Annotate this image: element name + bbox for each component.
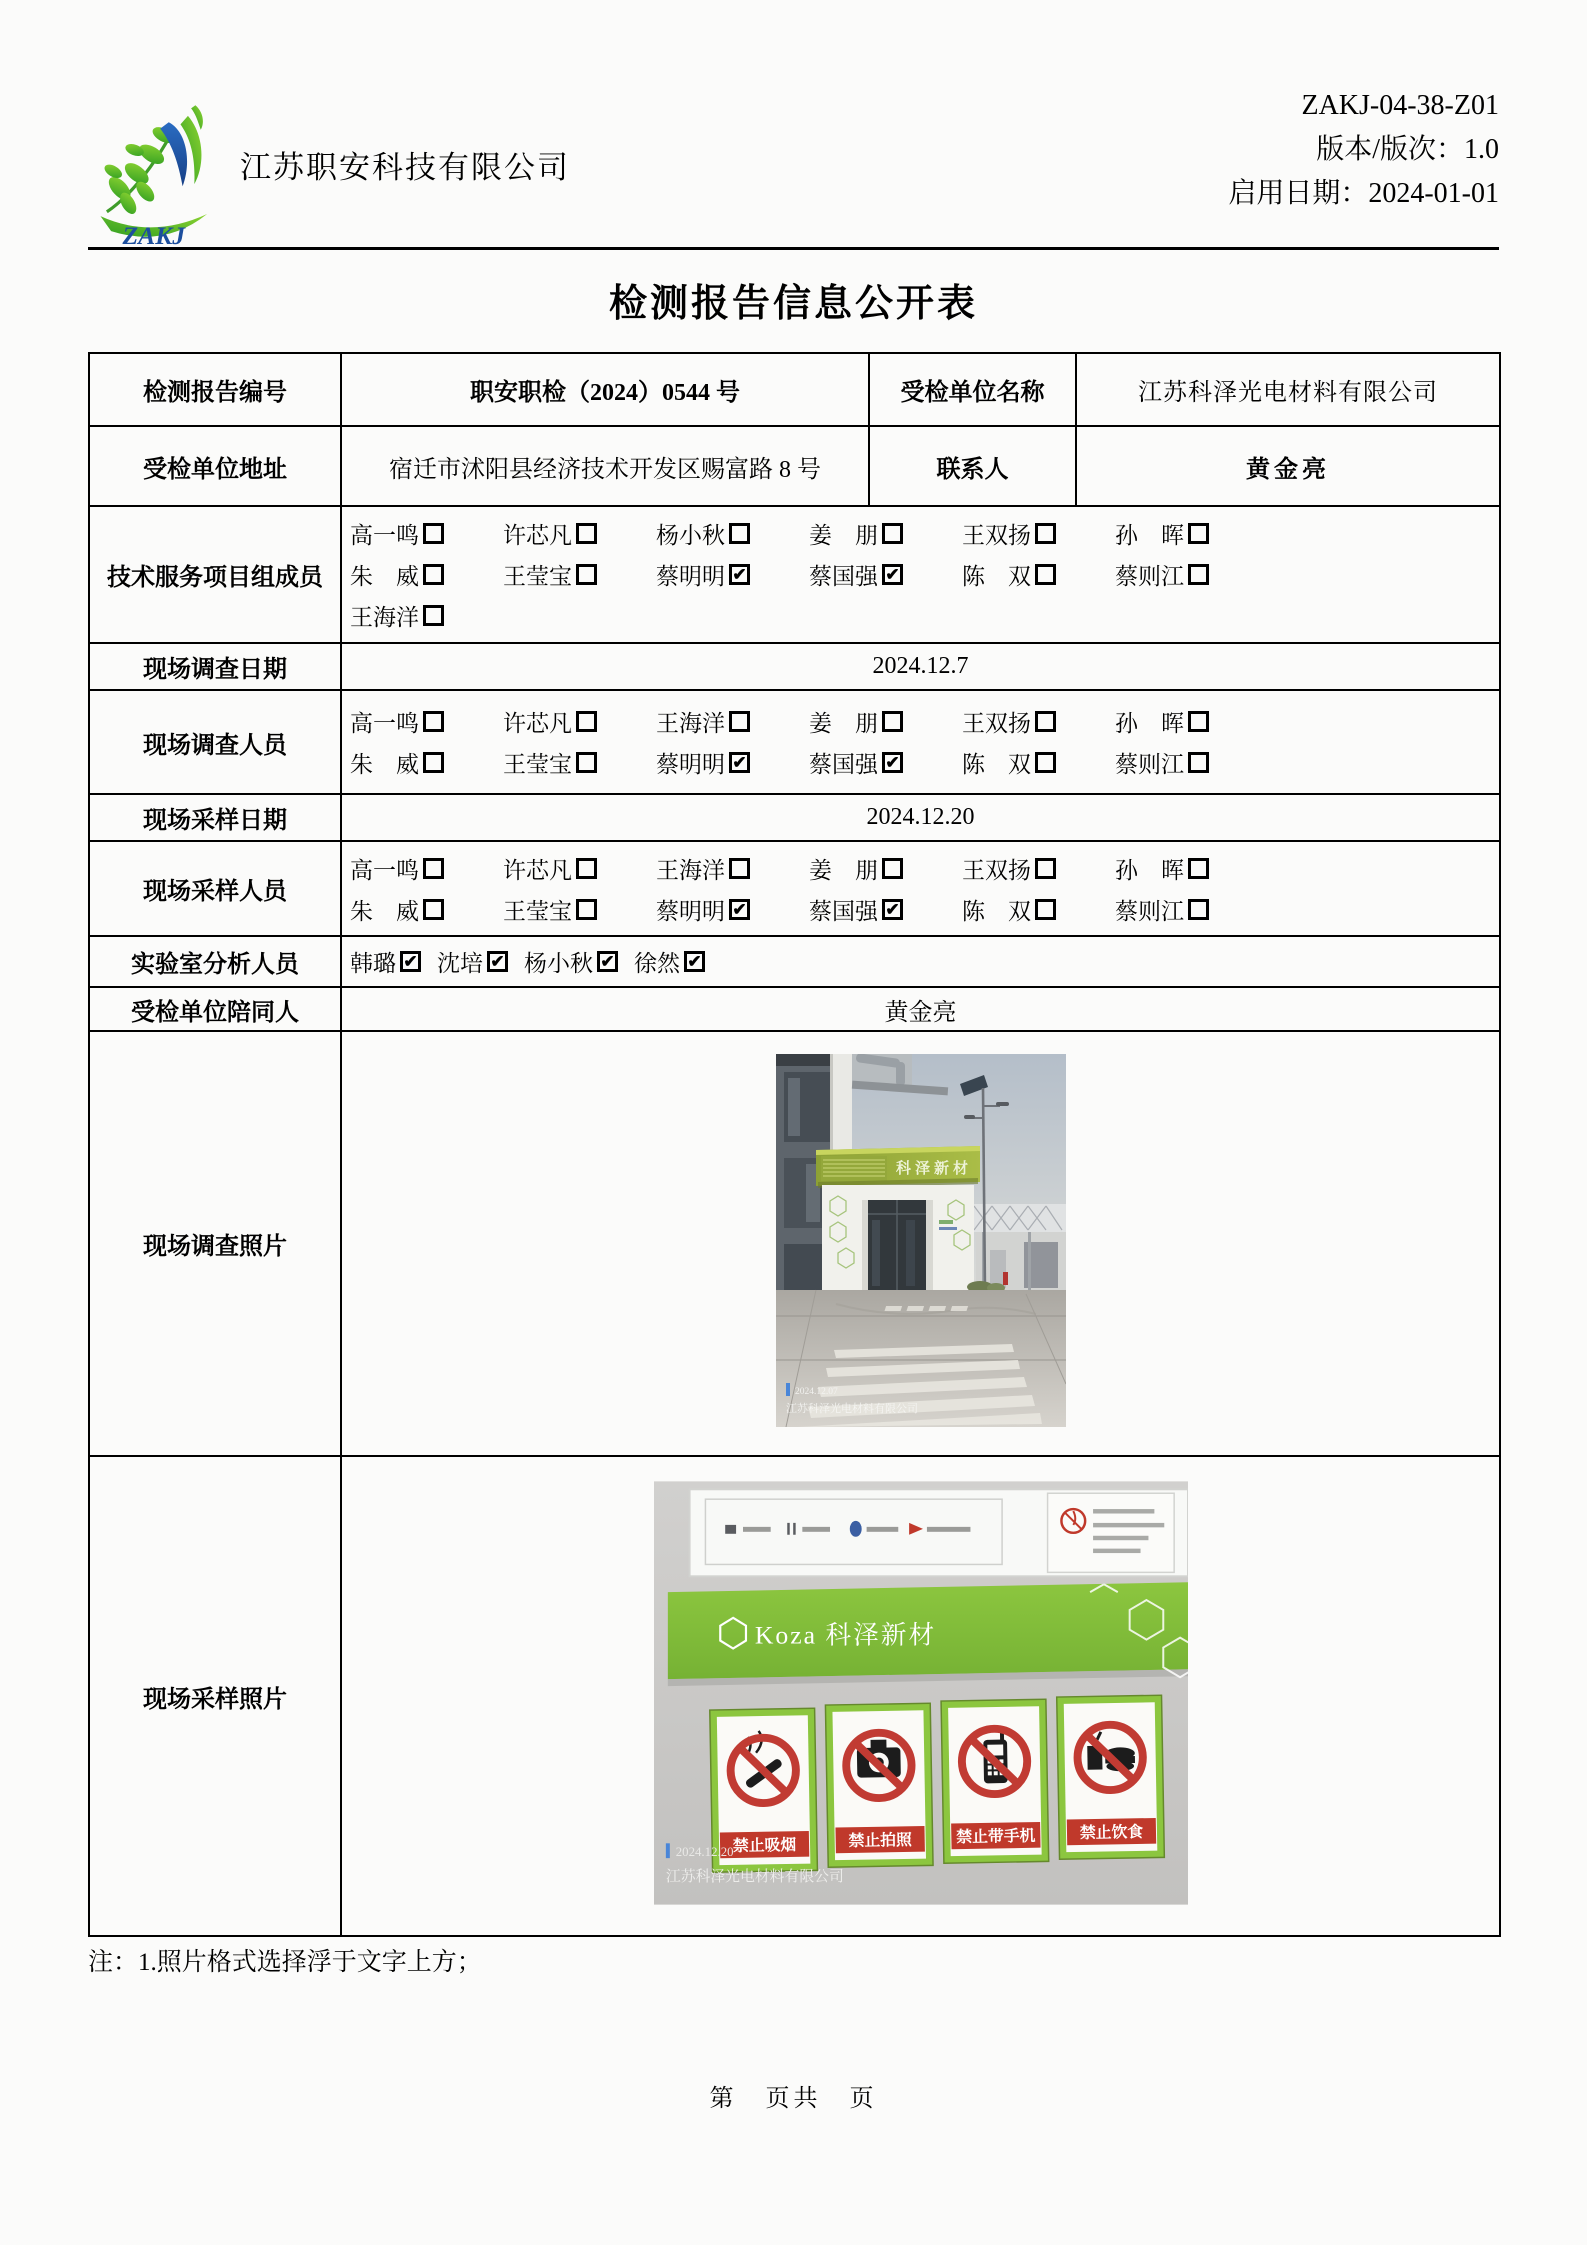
member-name: 许芯凡 xyxy=(503,711,572,736)
team-label: 技术服务项目组成员 xyxy=(89,506,341,643)
sign-label-no-phone: 禁止带手机 xyxy=(955,1827,1036,1846)
sampling-photo-label: 现场采样照片 xyxy=(89,1456,341,1936)
member-name: 蔡国强 xyxy=(809,752,878,777)
table-row xyxy=(89,690,1500,794)
checkbox-unchecked[interactable] xyxy=(423,564,444,585)
checkbox-unchecked[interactable] xyxy=(1188,899,1209,920)
member-item xyxy=(656,746,809,779)
page-number-footer: 第 页共 页 xyxy=(709,2086,878,2112)
checkbox-checked[interactable]: ✔ xyxy=(882,899,903,920)
member-name: 陈 双 xyxy=(962,564,1031,589)
lab-label: 实验室分析人员 xyxy=(89,936,341,987)
member-line xyxy=(350,893,1491,926)
sampling-member-list xyxy=(350,852,1491,926)
checkbox-checked[interactable]: ✔ xyxy=(597,951,618,972)
member-name: 蔡则江 xyxy=(1115,752,1184,777)
member-item xyxy=(809,558,962,591)
member-item xyxy=(350,517,503,550)
member-name: 蔡明明 xyxy=(656,752,725,777)
sign-label-no-food: 禁止饮食 xyxy=(1079,1823,1143,1842)
sampling-photo-cell xyxy=(341,1456,1500,1936)
member-name: 蔡国强 xyxy=(809,898,878,924)
survey-date-label: 现场调查日期 xyxy=(89,643,341,690)
member-item xyxy=(809,893,962,926)
member-name: 杨小秋 xyxy=(524,951,593,976)
member-item xyxy=(962,852,1115,885)
unit-addr-value: 宿迁市沭阳县经济技术开发区赐富路 8 号 xyxy=(341,426,869,506)
page-title: 检测报告信息公开表 xyxy=(608,283,978,325)
doc-code: ZAKJ-04-38-Z01 xyxy=(1301,90,1499,121)
checkbox-unchecked[interactable] xyxy=(882,711,903,732)
logo-graphic xyxy=(82,86,232,246)
enable-label: 启用日期： xyxy=(1228,178,1369,209)
member-item xyxy=(350,705,503,738)
survey-photo-watermark-company: 江苏科泽光电材料有限公司 xyxy=(785,1402,918,1415)
member-item xyxy=(1115,893,1268,926)
survey-photo-cell xyxy=(341,1031,1500,1456)
member-name: 高一鸣 xyxy=(350,523,419,548)
enable-value: 2024-01-01 xyxy=(1368,178,1499,209)
member-item xyxy=(656,852,809,885)
member-name: 蔡明明 xyxy=(656,564,725,589)
checkbox-unchecked[interactable] xyxy=(1188,858,1209,879)
checkbox-checked[interactable]: ✔ xyxy=(487,951,508,972)
version-label: 版本/版次： xyxy=(1316,134,1464,165)
lab-staff-cell xyxy=(341,936,1500,987)
table-row xyxy=(89,506,1500,643)
member-line xyxy=(350,517,1491,550)
member-item xyxy=(962,893,1115,926)
checkbox-unchecked[interactable] xyxy=(729,523,750,544)
member-name: 徐然 xyxy=(634,951,680,976)
header-divider xyxy=(88,247,1499,250)
checkbox-checked[interactable]: ✔ xyxy=(729,564,750,585)
checkbox-unchecked[interactable] xyxy=(1035,858,1056,879)
table-row xyxy=(89,936,1500,987)
survey-date-value: 2024.12.7 xyxy=(341,643,1500,690)
contact-label: 联系人 xyxy=(869,426,1076,506)
checkbox-unchecked[interactable] xyxy=(1035,711,1056,732)
checkbox-unchecked[interactable] xyxy=(1035,752,1056,773)
checkbox-unchecked[interactable] xyxy=(1035,564,1056,585)
checkbox-checked[interactable]: ✔ xyxy=(400,951,421,972)
member-line xyxy=(350,705,1491,738)
member-name: 王海洋 xyxy=(350,605,419,630)
checkbox-unchecked[interactable] xyxy=(1188,752,1209,773)
checkbox-unchecked[interactable] xyxy=(423,899,444,920)
member-name: 王海洋 xyxy=(656,857,725,883)
member-item xyxy=(962,517,1115,550)
member-item xyxy=(656,558,809,591)
member-line xyxy=(350,852,1491,885)
lab-member-list xyxy=(350,945,1491,978)
checkbox-unchecked[interactable] xyxy=(729,711,750,732)
sign-label-no-photo: 禁止拍照 xyxy=(847,1831,912,1850)
member-name: 蔡国强 xyxy=(809,564,878,589)
checkbox-checked[interactable]: ✔ xyxy=(729,899,750,920)
checkbox-unchecked[interactable] xyxy=(576,858,597,879)
member-name: 高一鸣 xyxy=(350,711,419,736)
checkbox-unchecked[interactable] xyxy=(1035,523,1056,544)
company-logo xyxy=(82,86,232,246)
member-item xyxy=(350,893,503,926)
member-name: 韩璐 xyxy=(350,951,396,976)
member-name: 高一鸣 xyxy=(350,857,419,883)
member-item xyxy=(1115,852,1268,885)
member-item xyxy=(1115,517,1268,550)
member-name: 孙 晖 xyxy=(1115,523,1184,548)
member-item xyxy=(437,945,508,978)
survey-staff-label: 现场调查人员 xyxy=(89,690,341,794)
member-name: 沈培 xyxy=(437,951,483,976)
survey-photo-label: 现场调查照片 xyxy=(89,1031,341,1456)
member-name: 王莹宝 xyxy=(503,564,572,589)
member-item xyxy=(350,599,503,632)
checkbox-unchecked[interactable] xyxy=(423,605,444,626)
table-row xyxy=(89,353,1500,426)
member-item xyxy=(809,517,962,550)
unit-name-label: 受检单位名称 xyxy=(869,353,1076,426)
member-item xyxy=(503,852,656,885)
member-item xyxy=(1115,705,1268,738)
table-row xyxy=(89,1456,1500,1936)
member-name: 王双扬 xyxy=(962,523,1031,548)
checkbox-unchecked[interactable] xyxy=(729,858,750,879)
sampling-photo[interactable] xyxy=(654,1481,1188,1905)
checkbox-unchecked[interactable] xyxy=(576,899,597,920)
brand-logo-text: Koza 科泽新材 xyxy=(754,1620,936,1650)
report-no-label: 检测报告编号 xyxy=(89,353,341,426)
checkbox-unchecked[interactable] xyxy=(882,523,903,544)
table-row xyxy=(89,841,1500,936)
member-line xyxy=(350,558,1491,591)
survey-member-list xyxy=(350,705,1491,779)
sampling-date-value: 2024.12.20 xyxy=(341,794,1500,841)
member-item xyxy=(1115,746,1268,779)
member-name: 蔡则江 xyxy=(1115,564,1184,589)
member-name: 孙 晖 xyxy=(1115,857,1184,883)
member-name: 姜 朋 xyxy=(809,857,878,883)
checkbox-unchecked[interactable] xyxy=(423,523,444,544)
member-name: 许芯凡 xyxy=(503,523,572,548)
checkbox-unchecked[interactable] xyxy=(1035,899,1056,920)
member-name: 朱 威 xyxy=(350,752,419,777)
member-item xyxy=(350,746,503,779)
member-line xyxy=(350,599,1491,632)
sampling-photo-watermark-company: 江苏科泽光电材料有限公司 xyxy=(665,1868,844,1885)
member-name: 孙 晖 xyxy=(1115,711,1184,736)
member-line xyxy=(350,945,1491,978)
companion-value: 黄金亮 xyxy=(341,987,1500,1031)
team-member-list xyxy=(350,517,1491,632)
table-row xyxy=(89,794,1500,841)
checkbox-unchecked[interactable] xyxy=(576,711,597,732)
sampling-staff-label: 现场采样人员 xyxy=(89,841,341,936)
member-item xyxy=(350,558,503,591)
member-name: 朱 威 xyxy=(350,564,419,589)
member-item xyxy=(634,945,705,978)
member-name: 蔡则江 xyxy=(1115,898,1184,924)
sampling-photo-watermark-date: 2024.12.20 xyxy=(675,1844,734,1859)
unit-name-value: 江苏科泽光电材料有限公司 xyxy=(1076,353,1500,426)
member-item xyxy=(1115,558,1268,591)
checkbox-checked[interactable]: ✔ xyxy=(882,752,903,773)
member-name: 王莹宝 xyxy=(503,898,572,924)
checkbox-unchecked[interactable] xyxy=(423,858,444,879)
table-row xyxy=(89,643,1500,690)
member-item xyxy=(350,852,503,885)
sign-label-no-smoking: 禁止吸烟 xyxy=(732,1836,796,1855)
member-name: 陈 双 xyxy=(962,898,1031,924)
survey-photo[interactable] xyxy=(776,1054,1066,1427)
member-name: 姜 朋 xyxy=(809,711,878,736)
doc-version xyxy=(1228,128,1499,172)
member-item xyxy=(503,893,656,926)
document-codes xyxy=(1228,84,1499,216)
member-name: 王海洋 xyxy=(656,711,725,736)
sampling-staff-cell xyxy=(341,841,1500,936)
info-table xyxy=(88,352,1501,1937)
contact-value: 黄金亮 xyxy=(1076,426,1500,506)
version-value: 1.0 xyxy=(1464,134,1499,165)
member-item xyxy=(809,746,962,779)
checkbox-unchecked[interactable] xyxy=(882,858,903,879)
member-name: 陈 双 xyxy=(962,752,1031,777)
member-name: 姜 朋 xyxy=(809,523,878,548)
member-item xyxy=(656,893,809,926)
checkbox-unchecked[interactable] xyxy=(423,752,444,773)
member-line xyxy=(350,746,1491,779)
member-item xyxy=(809,705,962,738)
companion-label: 受检单位陪同人 xyxy=(89,987,341,1031)
checkbox-unchecked[interactable] xyxy=(576,564,597,585)
member-name: 王双扬 xyxy=(962,857,1031,883)
team-members-cell xyxy=(341,506,1500,643)
member-item xyxy=(962,746,1115,779)
sampling-date-label: 现场采样日期 xyxy=(89,794,341,841)
checkbox-checked[interactable]: ✔ xyxy=(684,951,705,972)
unit-addr-label: 受检单位地址 xyxy=(89,426,341,506)
doc-enable-date xyxy=(1228,172,1499,216)
checkbox-unchecked[interactable] xyxy=(1188,711,1209,732)
survey-photo-watermark-date: 2024.12.07 xyxy=(794,1386,838,1397)
checkbox-unchecked[interactable] xyxy=(1188,523,1209,544)
report-no-value: 职安职检（2024）0544 号 xyxy=(341,353,869,426)
member-item xyxy=(503,517,656,550)
checkbox-unchecked[interactable] xyxy=(423,711,444,732)
survey-staff-cell xyxy=(341,690,1500,794)
member-item xyxy=(524,945,618,978)
table-row xyxy=(89,426,1500,506)
checkbox-checked[interactable]: ✔ xyxy=(729,752,750,773)
member-name: 朱 威 xyxy=(350,898,419,924)
member-name: 王双扬 xyxy=(962,711,1031,736)
member-name: 许芯凡 xyxy=(503,857,572,883)
checkbox-checked[interactable]: ✔ xyxy=(882,564,903,585)
member-item xyxy=(809,852,962,885)
checkbox-unchecked[interactable] xyxy=(576,523,597,544)
member-name: 杨小秋 xyxy=(656,523,725,548)
member-item xyxy=(350,945,421,978)
member-item xyxy=(656,517,809,550)
member-item xyxy=(962,558,1115,591)
member-item xyxy=(656,705,809,738)
member-item xyxy=(962,705,1115,738)
member-item xyxy=(503,746,656,779)
member-item xyxy=(503,558,656,591)
company-name: 江苏职安科技有限公司 xyxy=(240,150,570,185)
member-name: 蔡明明 xyxy=(656,898,725,924)
member-item xyxy=(503,705,656,738)
checkbox-unchecked[interactable] xyxy=(1188,564,1209,585)
member-name: 王莹宝 xyxy=(503,752,572,777)
checkbox-unchecked[interactable] xyxy=(576,752,597,773)
gatehouse-banner-text: 科泽新材 xyxy=(895,1160,972,1177)
table-row xyxy=(89,987,1500,1031)
table-row xyxy=(89,1031,1500,1456)
logo-text: ZAKJ xyxy=(122,220,186,246)
footnote: 注：1.照片格式选择浮于文字上方； xyxy=(88,1949,482,1976)
